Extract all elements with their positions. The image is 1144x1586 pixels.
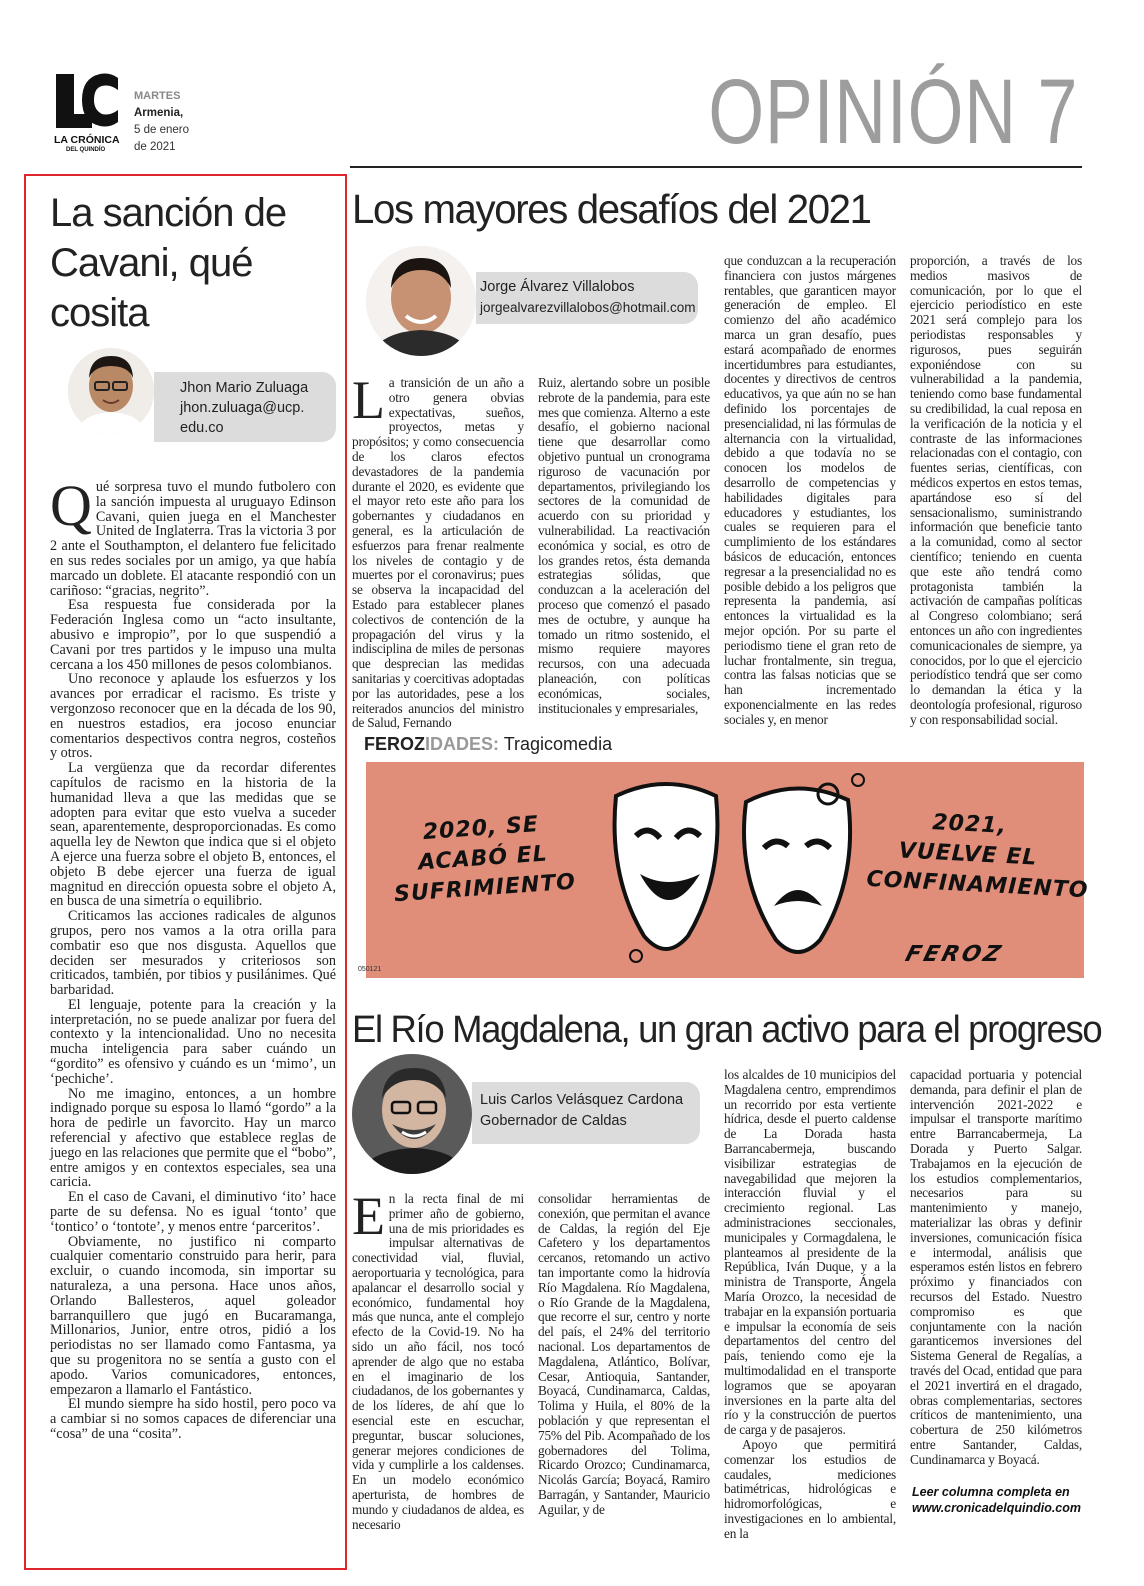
paragraph: El mundo siempre ha sido hostil, pero poco va a cambiar si no somos capaces de diferenciar una “cosa” de una “cosita”. [50,1396,336,1442]
read-more-note [912,1484,1088,1516]
author-box-velasquez [472,1082,700,1144]
logo-subtitle: DEL QUINDÍO [66,147,106,153]
cartoon-right-line: CONFINAMIENTO [865,866,1090,904]
rio-column-2: consolidar herramientas de conexión, que permitan el avance de Caldas, la región del Eje Cafetero y los departamentos cercanos, retomando un activo tan importante como la hidrovía Río Magdalena. Río Magdalena, o Río Grande de la Magdalena, que recorre el sur, centro y norte del país, el 24% del territorio nacional. Los departamentos de Magdalena, Atlántico, Bolívar, Cesar, Antioquia, Santander, Boyacá, Cundinamarca, Caldas, Tolima y Huila, el 80% de la población y que representan el 75% del Pib. Acompañado de los gobernadores del Tolima, Ricardo Orozco; Cundinamarca, Nicolás García; Boyacá, Ramiro Barragán, y Santander, Mauricio Aguilar, y de [538,1191,710,1517]
cartoon-label-light: IDADES: [425,734,500,754]
cartoon-left-line: 2020, SE [422,812,540,846]
author-role: Gobernador de Caldas [480,1113,627,1129]
main-column-2: Ruiz, alertando sobre un posible rebrote de la pandemia, para este mes que comienza. Alterno a este desafío, el gobierno nacional tiene que desarrollar como objetivo puntual un cronograma riguroso de vacunación por departamentos, privilegiando los sectores de la comunidad de acuerdo con su prioridad y vulnerabilidad. La reactivación económica y social, es otro de los grandes retos, ésta demanda estrategias sólidas, que conduzcan a la aceleración del proceso que comenzó el pasado mes de octubre, y aunque ha tomado un ritmo sostenido, el mismo requiere mayores recursos, con una adecuada planeación, con políticas económicas, sociales, institucionales y empresariales, [538,375,710,716]
author-email-line1: jhon.zuluaga@ucp. [180,400,305,416]
paragraph: Obviamente, no justifico ni comparto cualquier comentario construido para herir, para excluir, o cuando incomoda, sin importar su naturaleza, a una persona. Hace unos años, Orlando Ballesteros, aquel goleador barranquillero que jugó en Bucaramanga, Millonarios, Junior, entre otros, pidió a los periodistas no ser llamado como Fantasma, ya que su progenitora no se sentía a gusto con el apodo. Varios comunicadores, entonces, empezaron a llamarlo el Fantástico. [50,1233,336,1398]
dropcap: E [352,1186,385,1246]
author-name: Jorge Álvarez Villalobos [480,279,635,295]
author-email: jorgealvarezvillalobos@hotmail.com [480,300,696,315]
author-box-zuluaga [154,372,336,442]
cartoon-signature: FEROZ [902,942,1007,967]
author-portrait-icon [68,348,154,434]
author-portrait-icon [352,1054,472,1174]
cartoon-code: 050121 [358,966,382,973]
dateline-date: 5 de enero [134,124,189,136]
paragraph: En el caso de Cavani, el diminutivo ‘ito’ hace parte de su defensa. No es igual ‘tonto’ que ‘tontico’ o ‘tontote’, y menos entre ‘parceritos’. [50,1189,336,1235]
cartoon-left-line: ACABÓ EL [417,841,549,876]
rio-column-1 [352,1186,524,1532]
column-text: a transición de un año a otro genera obvias expectativas, sueños, proyectos, metas y propósitos; y como consecuencia de los claros efectos devastadores de la pandemia durante el 2020, es evidente que el mayor reto este año para los gobernantes y ciudadanos en general, es la articulación de esfuerzos para frenar realmente los niveles de contagio y de muertes por el coronavirus; pues se observa la incapacidad del Estado para establecer planes colectivos de contención de la propagación del virus y la indisciplina de miles de personas que desprecian las medidas sanitarias y coercitivas adoptadas por las autoridades, pese a los reiterados anuncios del ministro de Salud, Fernando [352,375,524,731]
author-email-line2: edu.co [180,420,224,436]
dropcap: L [352,370,385,430]
paragraph: La vergüenza que da recordar diferentes capítulos de racismo en la historia de la humanidad lleva a que las medidas que se adopten para evitar que esto vuelva a suceder sean, aparentemente, desproporcionadas. Es como aquella ley de Newton que indica que si el objeto A ejerce una fuerza sobre el objeto B, entonces, el objeto B debe ejercer una fuerza de igual magnitud en dirección opuesta sobre el objeto A, en busca de una simetría o equilibrio. [50,760,336,910]
logo-name: LA CRÓNICA [54,134,120,146]
paragraph: El lenguaje, potente para la creación y la interpretación, no se puede analizar por fuera del contexto y la intencionalidad. Uno no necesita mucha inteligencia para saber cuándo un “gordito” es ofensivo y cuándo es un ‘mimo’, un ‘pechiche’. [50,996,336,1087]
paragraph: Uno reconoce y aplaude los esfuerzos y los avances por erradicar el racismo. Es triste y vergonzoso reconocer que en la década de los 90, en nuestros estadios, era jocoso enunciar comentarios despectivos contra negros, costeños y otros. [50,671,336,762]
paragraph: Esa respuesta fue considerada por la Federación Inglesa como un “acto insultante, abusivo e impropio”, por lo que suspendió a Cavani por tres partidos y le impuso una multa cercana a los 450 millones de pesos colombianos. [50,597,336,673]
dateline [134,88,189,156]
author-portrait-icon [366,246,476,356]
author-box-alvarez [476,272,698,324]
cartoon-right-text [865,805,1090,905]
column-text: los alcaldes de 10 municipios del Magdalena centro, emprendimos un recorrido por esta vertiente hídrica, desde el puerto caldense de La Dorada hasta Barrancabermeja, buscando visibilizar estrategias de navegabilidad que mejoren la interacción fluvial y el crecimiento regional. Las administraciones seccionales, municipales y Cormagdalena, le planteamos al presidente de la República, Iván Duque, y a la ministra de Transporte, Ángela María Orozco, la necesidad de trabajar en la expansión portuaria e impulsar la economía de seis departamentos del centro del país, teniendo como eje la multimodalidad en el transporte logramos que se apoyaran inversiones en la parte alta del río y la construcción de puertos de carga y de pasajeros. [724,1067,896,1438]
rio-column-4: capacidad portuaria y potencial demanda, para definir el plan de intervención 2021-2022 e impulsar el transporte marítimo entre Barrancabermeja, La Dorada y Puerto Salgar. Trabajamos en la ejecución de los estudios complementarios, necesarios para su mantenimiento y manejo, materializar las obras y definir inversiones, comunicación física e intermodal, análisis que esperamos estén listos en febrero próximo y financiados con recursos del Estado. Nuestro compromiso es que conjuntamente con la nación garanticemos inversiones del Sistema General de Regalías, a través del Ocad, entidad que para el 2021 invertirá en el dragado, obras complementarias, sectores críticos de mantenimiento, una cobertura de 250 kilómetros entre Santander, Caldas, Cundinamarca y Boyacá. [910,1067,1082,1467]
author-name: Jhon Mario Zuluaga [180,380,309,396]
cartoon-left-text [385,807,581,910]
main-article-title: Los mayores desafíos del 2021 [352,186,871,232]
read-more-label: Leer columna completa en [912,1485,1070,1499]
author-photo-zuluaga [68,348,154,434]
paragraph: No me imagino, entonces, a un hombre indignado porque su esposa lo llamó “gordo” a la hora de pedirle un favorcito. Hay un marco referencial y afectivo que establece reglas de juego en las relaciones que permite que el “bobo”, entre amigos y en contextos especiales, sea una caricia. [50,1085,336,1191]
left-article-body [50,473,336,1442]
paragraph: ué sorpresa tuvo el mundo futbolero con la sanción impuesta al uruguayo Edinson Cavani, quien juega en el Manchester United de Inglaterra. Tras la victoria 3 por 2 ante el Southampton, el delantero fue felicitado en sus redes sociales por un amigo, ya que había marcado un doblete. El atacante respondió con un cariñoso: “gracias, negrito”. [50,479,336,599]
cartoon-label-title: Tragicomedia [503,734,613,754]
left-article-title: La sanción de Cavani, qué cosita [50,191,287,335]
paragraph: Criticamos las acciones radicales de algunos grupos, pero nos vamos a la otra orilla para combatir eso que nos disgusta. Aquellos que deciden ser mesurados y criteriosos son criticados, también, por tibios y pusilánimes. Qué barbaridad. [50,908,336,999]
dateline-city: Armenia, [134,107,184,119]
section-title: OPINIÓN 7 [708,61,1078,163]
rio-article-title: El Río Magdalena, un gran activo para el progreso [352,1009,1102,1051]
main-column-4: proporción, a través de los medios masivos de comunicación, por lo que el ejercicio periodístico en este 2021 será complejo para los periodistas responsables y rigurosos, pues seguirán exponiéndose con su vulnerabilidad a la pandemia, teniendo como base fundamental su credibilidad, la cual reposa en la verificación de la noticia y el contraste de las informaciones relacionadas con el contagio, con fuentes serias, científicas, con médicos expertos en estos temas, apartándose eso sí del sensacionalismo, suministrando información que beneficie tanto a la comunidad, como al sector científico; teniendo en cuenta que este año tendrá como protagonista también la activación de campañas políticas al Congreso colombiano; será entonces un año con ingredientes comunicacionales de siempre, ya conocidos, por lo que el ejercicio periodístico tendrá que ser como lo demandan la ética y la deontología profesional, riguroso y con responsabilidad social. [910,253,1082,727]
cartoon-label [364,734,612,755]
cartoon-panel [358,762,1090,978]
author-photo-velasquez [352,1054,472,1174]
cartoon-right-line: 2021, [931,810,1008,839]
dropcap: Q [50,473,92,538]
column-text: n la recta final de mi primer año de gobierno, una de mis prioridades es impulsar alternativas de conectividad vial, fluvial, aeroportuaria y tecnológica, para apalancar el desarrollo social y económico, fundamental hoy más que nunca, ante el complejo efecto de la Covid-19. No ha sido un año fácil, nos tocó aprender de algo que no estaba en el imaginario de los ciudadanos, de los gobernantes y de los líderes, de ahí que lo esencial este en escuchar, preguntar, buscar soluciones, generar mejores condiciones de vida y cumplirle a los caldenses. En un modelo económico aperturista, de hombres de mundo y ciudadanos de aldea, es necesario [352,1191,524,1532]
rio-column-3 [724,1068,896,1542]
read-more-url[interactable]: www.cronicadelquindio.com [912,1501,1082,1515]
cartoon-label-bold: FEROZ [364,734,425,754]
cartoon-left-line: SUFRIMIENTO [393,869,577,908]
main-column-1 [352,370,524,731]
dateline-day: MARTES [134,90,181,102]
newspaper-logo [52,68,122,154]
cartoon-right-line: VUELVE EL [898,838,1038,871]
column-text: Apoyo que permitirá comenzar los estudios de caudales, mediciones batimétricas, hidrológicas e hidromorfológicas, e investigaciones en lo ambiental, en la [724,1436,896,1541]
author-name: Luis Carlos Velásquez Cardona [480,1092,684,1108]
dateline-year: de 2021 [134,141,176,153]
logo-lc-icon [52,68,120,132]
logo-mark [52,68,120,132]
theater-masks-icon [596,766,876,976]
main-column-3: que conduzcan a la recuperación financiera con justos márgenes rentables, que garanticen mayor generación de empleo. El comienzo del año académico marca un gran desafío, pues estará acompañado de enormes incertidumbres para estudiantes, docentes y directivos de centros educativos, ya que aún no se han definido los porcentajes de presencialidad, ni las fórmulas de alternancia con la virtualidad, debido a que todavía no se conocen los modelos de desarrollo de competencias y habilidades digitales para educadores y estudiantes, los cuales se requieren para el cumplimiento de los estándares básicos de educación, entonces regresar a la presencialidad no es posible debido a los peligros que representa la pandemia, así entonces la virtualidad es la mejor opción. Por su parte el periodismo tiene el gran reto de luchar frontalmente, sin tregua, contra las falsas noticias que se han incrementado exponencialmente en las redes sociales y, en menor [724,253,896,727]
header-rule [350,166,1082,168]
author-photo-alvarez [366,246,476,356]
